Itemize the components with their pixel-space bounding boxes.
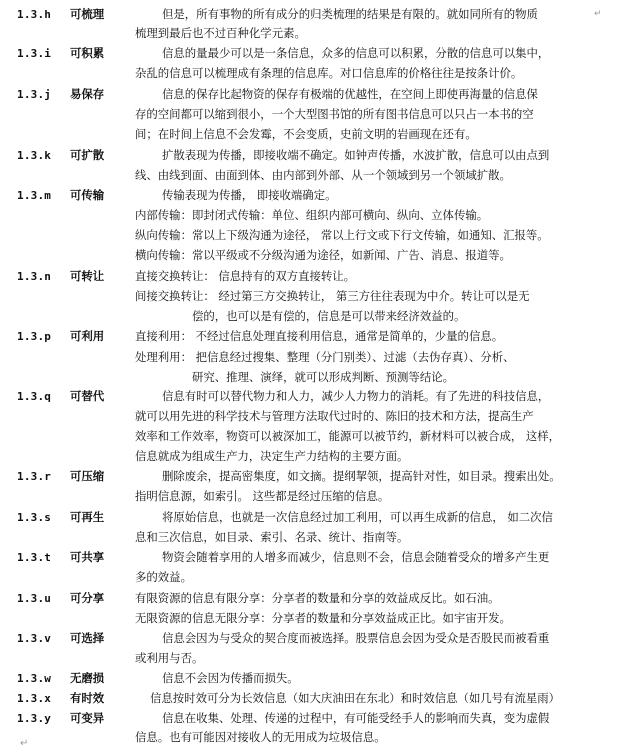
body-line: 物资会随着享用的人增多而减少，信息则不会，信息会随着受众的增多产生更 [162, 550, 550, 564]
body-line: 纵向传输：常以上下级沟通为途径， 常以上行文或下行文传输，如通知、汇报等。 [135, 228, 549, 242]
section-number: 1.3.j [17, 88, 52, 101]
body-line: 息和三次信息，如目录、索引、名录、统计、指南等。 [135, 530, 409, 544]
section-term: 可利用 [70, 329, 105, 343]
body-line: 信息的量最少可以是一条信息，众多的信息可以积累，分散的信息可以集中， [162, 46, 550, 60]
section-term: 可替代 [70, 389, 105, 403]
body-line: 传输表现为传播， 即接收端确定。 [162, 188, 337, 202]
body-line: 存的空间都可以缩到很小，一个大型图书馆的所有图书信息可以只占一本书的空 [135, 107, 534, 121]
body-line: 信息的保存比起物资的保存有极端的优越性，在空间上即使再海量的信息保 [162, 87, 538, 101]
section-number: 1.3.n [17, 270, 52, 283]
body-line: 删除废余，提高密集度，如文摘。提纲挈领，提高针对性，如目录。搜索出处。 [162, 469, 561, 483]
section-number: 1.3.y [17, 712, 52, 725]
body-line: 研究、推理、演绎，就可以形成判断、预测等结论。 [192, 370, 454, 384]
body-line: 扩散表现为传播，即接收端不确定。如钟声传播，水波扩散，信息可以由点到 [162, 148, 550, 162]
section-term: 可扩散 [70, 148, 105, 162]
section-term: 可转让 [70, 269, 105, 283]
section-term: 可共享 [70, 550, 105, 564]
paragraph-mark-icon: ↵ [594, 9, 602, 19]
body-line: 信息按时效可分为长效信息（如大庆油田在东北）和时效信息（如几号有流星雨） [150, 691, 561, 705]
body-line: 将原始信息，也就是一次信息经过加工利用，可以再生成新的信息， 如二次信 [162, 510, 553, 524]
body-line: 信息不会因为传播而损失。 [162, 671, 299, 685]
section-number: 1.3.x [17, 692, 52, 705]
section-term: 无磨损 [70, 671, 105, 685]
section-term: 可压缩 [70, 469, 105, 483]
body-line: 间接交换转让： 经过第三方交换转让， 第三方往往表现为中介。转让可以是无 [135, 289, 530, 303]
body-line: 线、由线到面、由面到体、由内部到外部、从一个领域到另一个领域扩散。 [135, 168, 511, 182]
section-number: 1.3.s [17, 511, 52, 524]
body-line: 偿的，也可以是有偿的，信息是可以带来经济效益的。 [192, 309, 466, 323]
body-line: 信息会因为与受众的契合度而被选择。股票信息会因为受众是否股民而被看重 [162, 631, 550, 645]
section-number: 1.3.q [17, 390, 52, 403]
body-line: 直接交换转让： 信息持有的双方直接转让。 [135, 269, 356, 283]
section-term: 可传输 [70, 188, 105, 202]
section-number: 1.3.p [17, 330, 52, 343]
body-line: 内部传输：即封闭式传输：单位、组织内部可横向、纵向、立体传输。 [135, 208, 489, 222]
section-number: 1.3.t [17, 551, 52, 564]
body-line: 或利用与否。 [135, 651, 204, 665]
section-term: 有时效 [70, 691, 105, 705]
section-number: 1.3.i [17, 47, 52, 60]
body-line: 杂乱的信息可以梳理成有条理的信息库。对口信息库的价格往往是按条计价。 [135, 66, 523, 80]
body-line: 指明信息源，如索引。 这些都是经过压缩的信息。 [135, 489, 390, 503]
body-line: 有限资源的信息有限分享：分享者的数量和分享的效益成反比。如石油。 [135, 591, 500, 605]
body-line: 处理利用： 把信息经过搜集、整理（分门别类）、过滤（去伪存真）、分析、 [135, 350, 515, 364]
body-line: 效率和工作效率，物资可以被深加工，能源可以被节约，新材料可以被合成， 这样， [135, 429, 561, 443]
body-line: 梳理到最后也不过百种化学元素。 [135, 26, 306, 40]
body-line: 信息有时可以替代物力和人力，减少人力物力的消耗。有了先进的科技信息， [162, 389, 550, 403]
body-line: 多的效益。 [135, 570, 192, 584]
body-line: 信息。也有可能因对接收人的无用成为垃圾信息。 [135, 730, 386, 744]
body-line: 横向传输：常以平级或不分级沟通为途径，如新闻、广告、消息、报道等。 [135, 248, 511, 262]
body-line: 信息就成为组成生产力，决定生产力结构的主要方面。 [135, 449, 409, 463]
section-term: 可选择 [70, 631, 105, 645]
section-number: 1.3.h [17, 8, 52, 21]
section-term: 可积累 [70, 46, 105, 60]
section-term: 可再生 [70, 510, 105, 524]
section-number: 1.3.m [17, 189, 52, 202]
section-number: 1.3.r [17, 470, 52, 483]
body-line: 直接利用： 不经过信息处理直接利用信息，通常是简单的，少量的信息。 [135, 329, 504, 343]
section-term: 可梳理 [70, 7, 105, 21]
section-term: 可变异 [70, 711, 105, 725]
body-line: 信息在收集、处理、传递的过程中，有可能受经手人的影响而失真，变为虚假 [162, 711, 550, 725]
body-line: 无限资源的信息无限分享：分享者的数量和分享效益成正比。如宇宙开发。 [135, 611, 511, 625]
body-line: 间；在时间上信息不会发霉，不会变质，史前文明的岩画现在还有。 [135, 127, 477, 141]
end-paragraph-mark-icon: ↵ [20, 738, 29, 749]
section-number: 1.3.v [17, 632, 52, 645]
section-term: 易保存 [70, 87, 105, 101]
section-number: 1.3.w [17, 672, 52, 685]
section-number: 1.3.u [17, 592, 52, 605]
body-line: 就可以用先进的科学技术与管理方法取代过时的、陈旧的技术和方法，提高生产 [135, 409, 534, 423]
body-line: 但是，所有事物的所有成分的归类梳理的结果是有限的。就如同所有的物质 [162, 7, 538, 21]
section-number: 1.3.k [17, 149, 52, 162]
section-term: 可分享 [70, 591, 105, 605]
